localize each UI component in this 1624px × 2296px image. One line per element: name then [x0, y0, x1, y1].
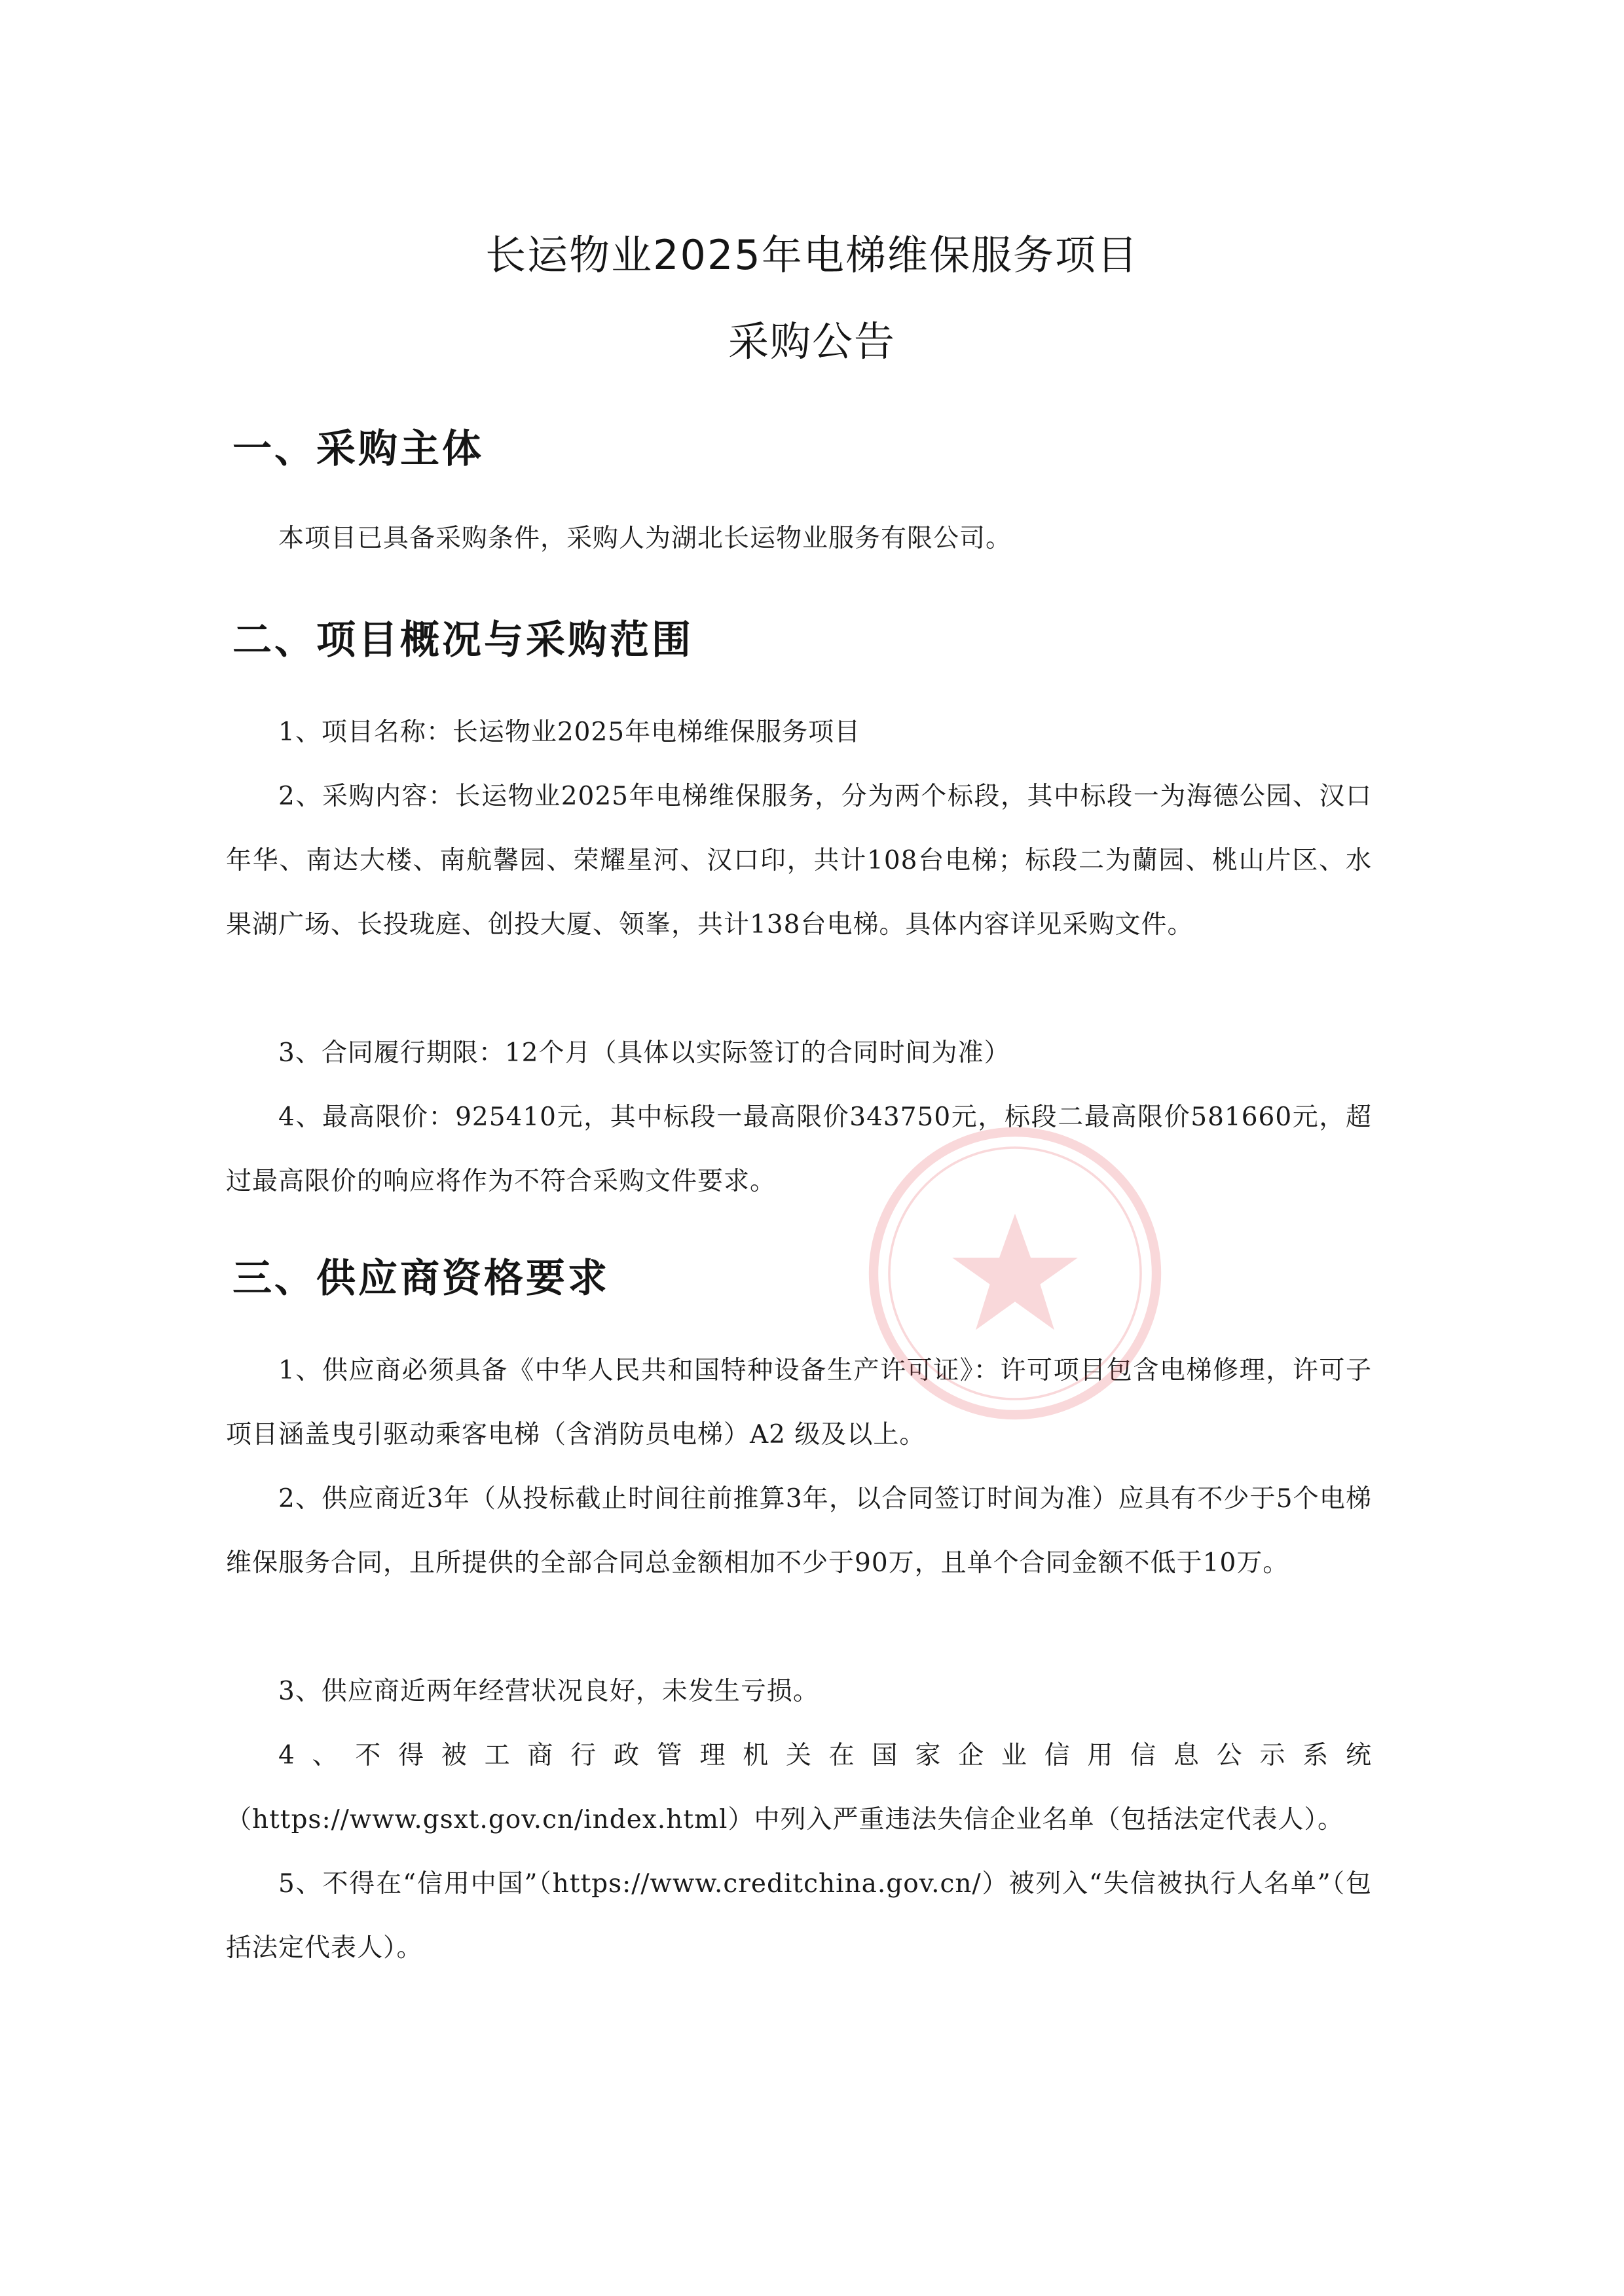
paragraph-2-3: 3、合同履行期限：12个月（具体以实际签订的合同时间为准）	[278, 1038, 1010, 1068]
official-seal-stamp	[858, 1116, 1172, 1430]
document-title: 长运物业2025年电梯维保服务项目	[485, 231, 1139, 279]
section-heading-3: 三、供应商资格要求	[232, 1256, 610, 1302]
paragraph-1-1: 本项目已具备采购条件，采购人为湖北长运物业服务有限公司。	[278, 524, 1012, 553]
paragraph-2-1: 1、项目名称：长运物业2025年电梯维保服务项目	[278, 718, 861, 747]
section-heading-2: 二、项目概况与采购范围	[232, 617, 693, 663]
paragraph-2-4: 4、最高限价：925410元，其中标段一最高限价343750元，标段二最高限价581660元，超过最高限价的响应将作为不符合采购文件要求。	[226, 1102, 1372, 1196]
paragraph-3-1: 1、供应商必须具备《中华人民共和国特种设备生产许可证》：许可项目包含电梯修理，许可子项目涵盖曳引驱动乘客电梯（含消防员电梯）A2 级及以上。	[226, 1356, 1372, 1449]
paragraph-3-4: 4、不得被工商行政管理机关在国家企业信用信息公示系统（https://www.gsxt.gov.cn/index.html）中列入严重违法失信企业名单（包括法定代表人）。	[226, 1741, 1372, 1834]
paragraph-3-2: 2、供应商近3年（从投标截止时间往前推算3年，以合同签订时间为准）应具有不少于5个电梯维保服务合同，且所提供的全部合同总金额相加不少于90万，且单个合同金额不低于10万。	[226, 1484, 1372, 1578]
section-heading-1: 一、采购主体	[232, 426, 484, 472]
paragraph-2-2: 2、采购内容：长运物业2025年电梯维保服务，分为两个标段，其中标段一为海德公园、汉口年华、南达大楼、南航馨园、荣耀星河、汉口印，共计108台电梯；标段二为蘭园、桃山片区、水果湖广场、长投珑庭、创投大厦、领峯，共计138台电梯。具体内容详见采购文件。	[226, 782, 1372, 939]
paragraph-3-5: 5、不得在“信用中国”（https://www.creditchina.gov.cn/）被列入“失信被执行人名单”（包括法定代表人）。	[226, 1869, 1372, 1963]
paragraph-3-3: 3、供应商近两年经营状况良好，未发生亏损。	[278, 1677, 819, 1706]
document-subtitle: 采购公告	[728, 318, 896, 365]
